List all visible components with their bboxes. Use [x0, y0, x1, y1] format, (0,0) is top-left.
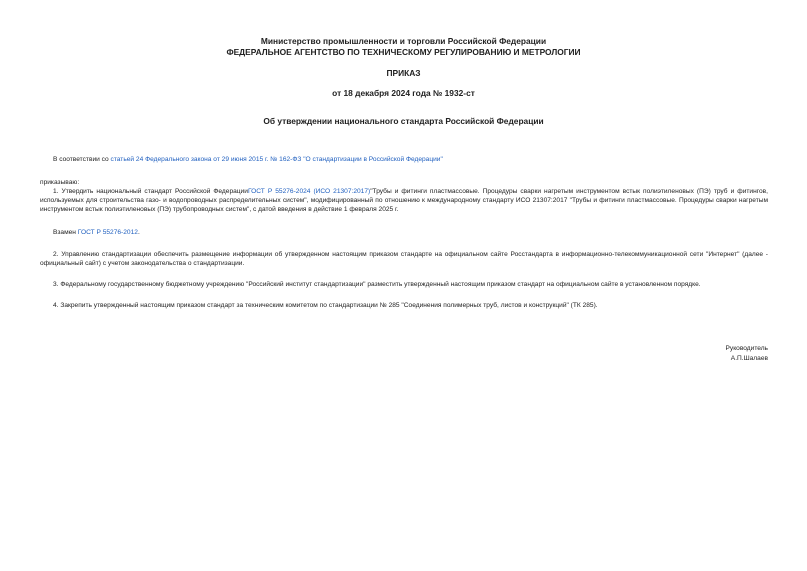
item-1-text: "Трубы и фитинги пластмассовые. Процедуры сварки нагретым инструментом встык полиэтиленовых (ПЭ) труб и фитингов, используемых для строительства газо- и водопроводных распределительных систем", модифицированный по отношению к международному стандарту ИСО 21307:2017 "Трубы и фитинги пластмассовые. Процедуры сварки нагретым инструментом встык полиэтиленовых (ПЭ) трубопроводных систем", с датой введения в действие 1 февраля 2025 г. [40, 188, 768, 214]
item-3-paragraph: 3. Федеральному государственному бюджетному учреждению "Российский институт стандартизации" разместить утвержденный настоящим приказом стандарт на официальном сайте в установленном порядке. [53, 281, 701, 288]
item-2-paragraph: 2. Управлению стандартизации обеспечить размещение информации об утвержденном настоящим приказом стандарте на официальном сайте Росстандарта в информационно-телекоммуникационной сети "Интернет" (далее - официальный сайт) с учетом законодательства о стандартизации. [40, 251, 768, 268]
gost-2012-link[interactable]: ГОСТ Р 55276-2012 [77, 229, 138, 236]
agency-name: ФЕДЕРАЛЬНОЕ АГЕНТСТВО ПО ТЕХНИЧЕСКОМУ РЕГУЛИРОВАНИЮ И МЕТРОЛОГИИ [226, 47, 581, 57]
legal-basis-prefix: В соответствии со [53, 156, 111, 163]
order-word: приказываю: [40, 179, 80, 186]
legal-basis-paragraph [40, 155, 768, 164]
item-1-paragraph [40, 187, 768, 215]
replaces-paragraph [40, 228, 768, 237]
replaces-suffix: . [137, 229, 140, 236]
document-date-number: от 18 декабря 2024 года № 1932-ст [332, 88, 475, 98]
item-1-prefix: 1. Утвердить национальный стандарт Российской Федерации [53, 188, 248, 195]
item-4-paragraph: 4. Закрепить утвержденный настоящим приказом стандарт за техническим комитетом по стандартизации № 285 "Соединения полимерных труб, листов и конструкций" (ТК 285). [53, 302, 598, 309]
gost-2024-link[interactable]: ГОСТ Р 55276-2024 (ИСО 21307:2017) [247, 188, 371, 195]
document-title: Об утверждении национального стандарта Российской Федерации [263, 116, 544, 126]
replaces-prefix: Взамен [53, 229, 78, 236]
document-type: ПРИКАЗ [386, 68, 421, 78]
ministry-name: Министерство промышленности и торговли Российской Федерации [260, 36, 547, 46]
signature-name: А.П.Шалаев [730, 355, 768, 362]
signature-position: Руководитель [725, 345, 768, 352]
federal-law-link[interactable]: статьей 24 Федерального закона от 29 июня 2015 г. № 162-ФЗ "О стандартизации в Российской Федерации" [110, 156, 443, 163]
